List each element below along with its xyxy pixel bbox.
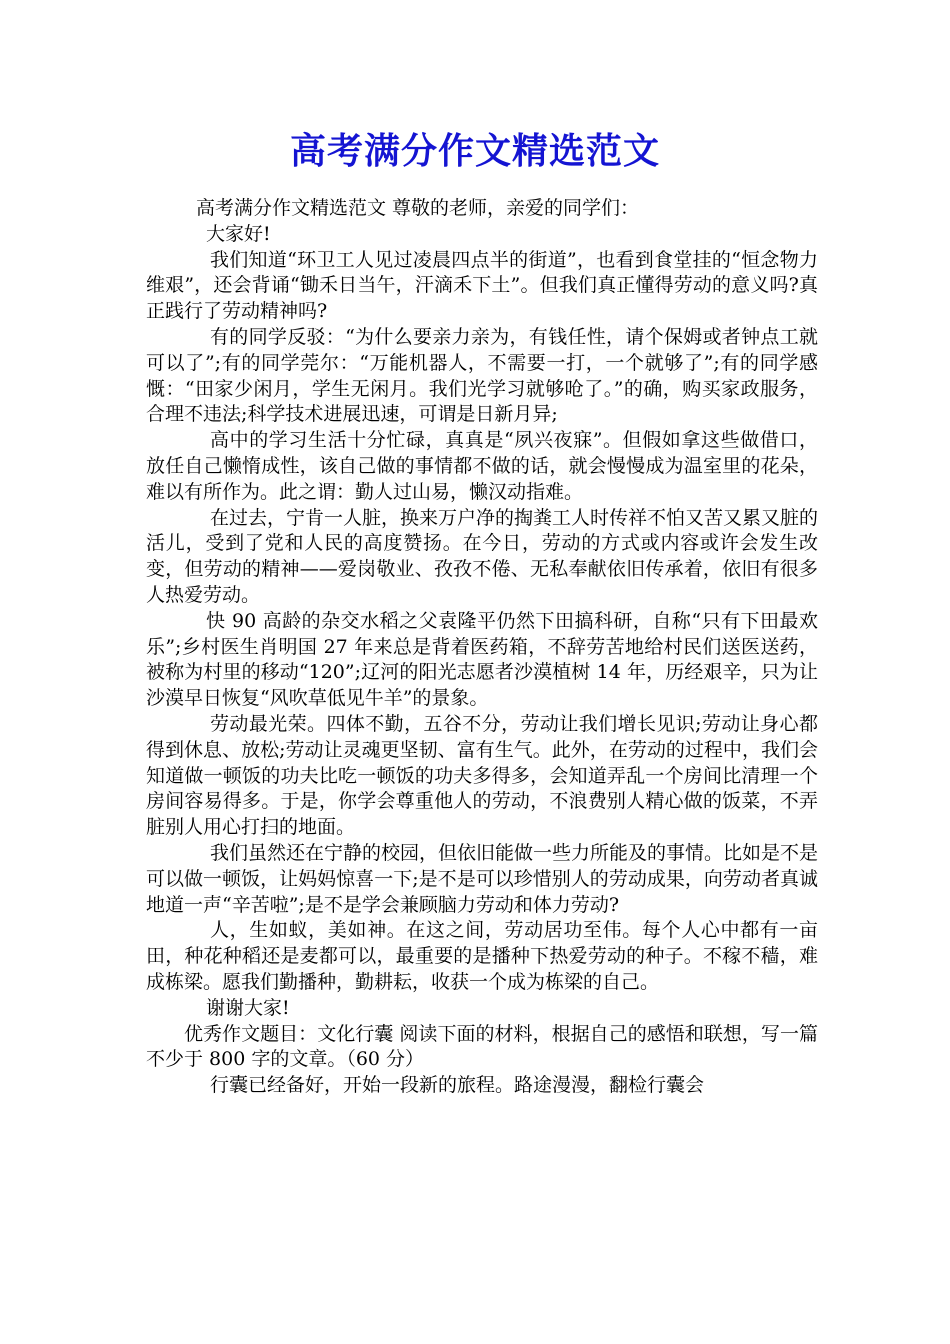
greeting-paragraph: 高考满分作文精选范文 尊敬的老师，亲爱的同学们： [196,197,640,219]
body-paragraph: 高中的学习生活十分忙碌，真真是“夙兴夜寐”。但假如拿这些做借口，放任自己懒惰成性，该自己做的事情都不做的话，就会慢慢成为温室里的花朵，难以有所作为。此之谓：勤人过山易，懒汉动指难。 [146,429,818,503]
document-body [146,196,818,1099]
body-paragraph: 我们虽然还在宁静的校园，但依旧能做一些力所能及的事情。比如是不是可以做一顿饭，让妈妈惊喜一下;是不是可以珍惜别人的劳动成果，向劳动者真诚地道一声“辛苦啦”;是不是学会兼顾脑力劳动和体力劳动? [146,841,819,916]
document-title: 高考满分作文精选范文 [289,130,660,172]
body-paragraph: 有的同学反驳：“为什么要亲力亲为，有钱任性，请个保姆或者钟点工就可以了”;有的同学莞尔：“万能机器人，不需要一打，一个就够了”;有的同学感慨：“田家少闲月，学生无闲月。我们光学习就够呛了。”的确，购买家政服务，合理不违法;科学技术进展迅速，可谓是日新月异; [146,325,818,426]
body-paragraph: 我们知道“环卫工人见过凌晨四点半的街道”，也看到食堂挂的“恒念物力维艰”，还会背诵“锄禾日当午，汗滴禾下土”。但我们真正懂得劳动的意义吗?真正践行了劳动精神吗? [146,248,818,323]
body-paragraph: 劳动最光荣。四体不勤，五谷不分，劳动让我们增长见识;劳动让身心都得到休息、放松;劳动让灵魂更坚韧、富有生气。此外，在劳动的过程中，我们会知道做一顿饭的功夫比吃一顿饭的功夫多得多，会知道弄乱一个房间比清理一个房间容易得多。于是，你学会尊重他人的劳动，不浪费别人精心做的饭菜，不弄脏别人用心打扫的地面。 [146,712,818,839]
body-paragraph: 人，生如蚁，美如神。在这之间，劳动居功至伟。每个人心中都有一亩田，种花种稻还是麦都可以，最重要的是播种下热爱劳动的种子。不稼不穑，难成栋梁。愿我们勤播种，勤耕耘，收获一个成为栋梁的自己。 [146,919,818,993]
closing-paragraph: 谢谢大家! [206,996,290,1019]
salutation-paragraph: 大家好! [206,222,271,245]
body-paragraph: 行囊已经备好，开始一段新的旅程。路途漫漫，翻检行囊会 [210,1074,705,1097]
essay-prompt-paragraph: 优秀作文题目：文化行囊 阅读下面的材料，根据自己的感悟和联想，写一篇不少于 800 字的文章。（60 分） [146,1022,818,1071]
body-paragraph: 在过去，宁肯一人脏，换来万户净的掏粪工人时传祥不怕又苦又累又脏的活儿，受到了党和人民的高度赞扬。在今日，劳动的方式或内容或许会发生改变，但劳动的精神——爱岗敬业、孜孜不倦、无私奉献依旧传承着，依旧有很多人热爱劳动。 [146,506,819,606]
body-paragraph: 快 90 高龄的杂交水稻之父袁隆平仍然下田搞科研，自称“只有下田最欢乐”;乡村医生肖明国 27 年来总是背着医药箱，不辞劳苦地给村民们送医送药，被称为村里的移动“120”;辽河的阳光志愿者沙漠植树 14 年，历经艰辛，只为让沙漠早日恢复“风吹草低见牛羊”的景象。 [146,609,818,710]
